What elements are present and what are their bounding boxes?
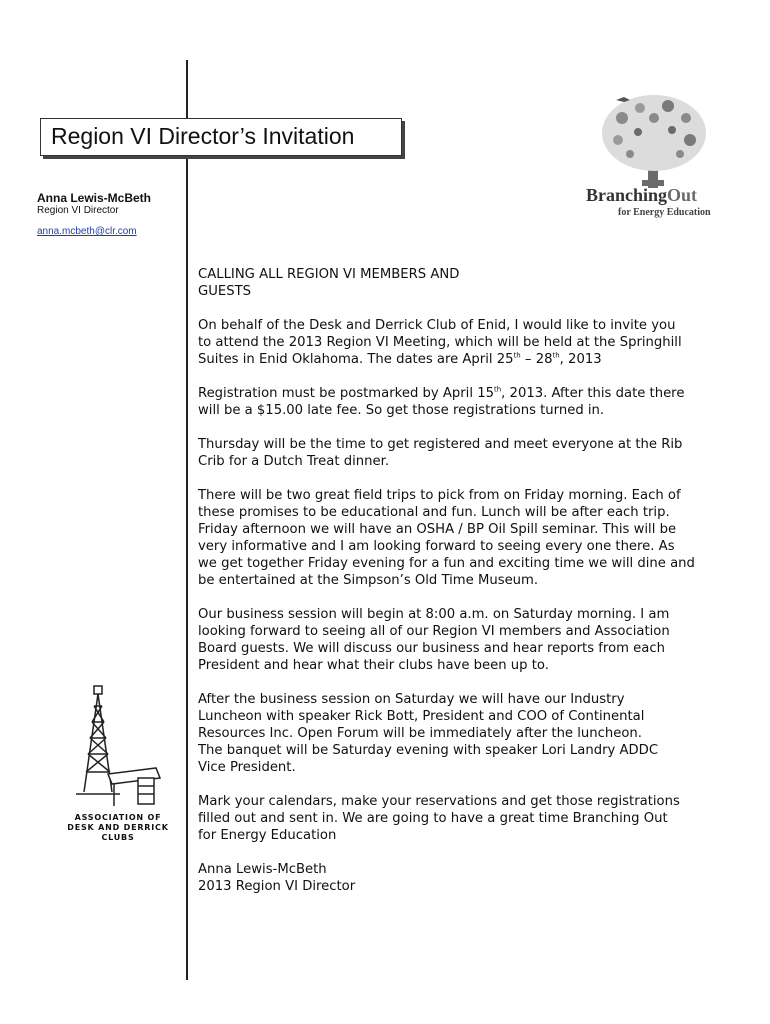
text-line: very informative and I am looking forward to seeing every one there. As: [198, 539, 675, 554]
signature-block: [198, 861, 728, 895]
oil-derrick-desk-icon: [72, 682, 164, 814]
signature-title: 2013 Region VI Director: [198, 879, 356, 894]
text-line: Vice President.: [198, 760, 296, 775]
text-line: filled out and sent in. We are going to have a great time Branching Out: [198, 811, 668, 826]
text-line: Friday afternoon we will have an OSHA / BP Oil Spill seminar. This will be: [198, 522, 677, 537]
letter-body: [198, 266, 728, 912]
paragraph-luncheon: [198, 691, 728, 776]
sender-email-link[interactable]: anna.mcbeth@clr.com: [37, 226, 137, 237]
text-line: There will be two great field trips to pick from on Friday morning. Each of: [198, 488, 681, 503]
text-line: to attend the 2013 Region VI Meeting, which will be held at the Springhill: [198, 335, 682, 350]
paragraph-invitation: [198, 317, 728, 368]
text-line: will be a $15.00 late fee. So get those registrations turned in.: [198, 403, 605, 418]
paragraph-thursday: [198, 436, 728, 470]
superscript: th: [513, 351, 521, 360]
brand-accent: Out: [667, 185, 698, 205]
heading-line: CALLING ALL REGION VI MEMBERS AND: [198, 267, 460, 282]
paragraph-closing: [198, 793, 728, 844]
text-line: – 28: [520, 352, 553, 367]
page-title: Region VI Director’s Invitation: [51, 123, 355, 149]
text-line: Mark your calendars, make your reservations and get those registrations: [198, 794, 680, 809]
text-line: Resources Inc. Open Forum will be immediately after the luncheon.: [198, 726, 642, 741]
text-line: On behalf of the Desk and Derrick Club of Enid, I would like to invite you: [198, 318, 676, 333]
heading-line: GUESTS: [198, 284, 252, 299]
text-line: After the business session on Saturday we will have our Industry: [198, 692, 625, 707]
association-line-3: CLUBS: [101, 833, 135, 842]
text-line: The banquet will be Saturday evening with speaker Lori Landry ADDC: [198, 743, 659, 758]
paragraph-business-session: [198, 606, 728, 674]
text-line: looking forward to seeing all of our Region VI members and Association: [198, 624, 670, 639]
association-name: [66, 813, 170, 843]
sender-name: Anna Lewis-McBeth: [37, 191, 152, 205]
vertical-divider: [186, 60, 188, 980]
text-line: Our business session will begin at 8:00 a.m. on Saturday morning. I am: [198, 607, 670, 622]
signature-name: Anna Lewis-McBeth: [198, 862, 327, 877]
text-line: Board guests. We will discuss our business and hear reports from each: [198, 641, 665, 656]
association-line-2: DESK AND DERRICK: [67, 823, 169, 832]
letter-heading: [198, 266, 728, 300]
superscript: th: [552, 351, 560, 360]
brand-tagline: for Energy Education: [618, 207, 711, 218]
text-line: Crib for a Dutch Treat dinner.: [198, 454, 390, 469]
brand-name: [586, 185, 697, 206]
title-box: [40, 118, 402, 156]
text-line: Thursday will be the time to get registered and meet everyone at the Rib: [198, 437, 683, 452]
paragraph-registration: [198, 385, 728, 419]
text-line: , 2013. After this date there: [501, 386, 685, 401]
text-line: Suites in Enid Oklahoma. The dates are April 25: [198, 352, 514, 367]
paragraph-friday: [198, 487, 728, 589]
text-line: Registration must be postmarked by April 15: [198, 386, 494, 401]
brand-main: Branching: [586, 185, 668, 205]
text-line: for Energy Education: [198, 828, 337, 843]
text-line: President and hear what their clubs have been up to.: [198, 658, 549, 673]
superscript: th: [493, 385, 502, 394]
text-line: , 2013: [559, 352, 602, 367]
text-line: be entertained at the Simpson’s Old Time Museum.: [198, 573, 539, 588]
text-line: we get together Friday evening for a fun and exciting time we will dine and: [198, 556, 695, 571]
sender-role: Region VI Director: [37, 205, 119, 216]
text-line: Luncheon with speaker Rick Bott, President and COO of Continental: [198, 709, 645, 724]
text-line: these promises to be educational and fun. Lunch will be after each trip.: [198, 505, 670, 520]
association-line-1: ASSOCIATION OF: [74, 813, 162, 822]
